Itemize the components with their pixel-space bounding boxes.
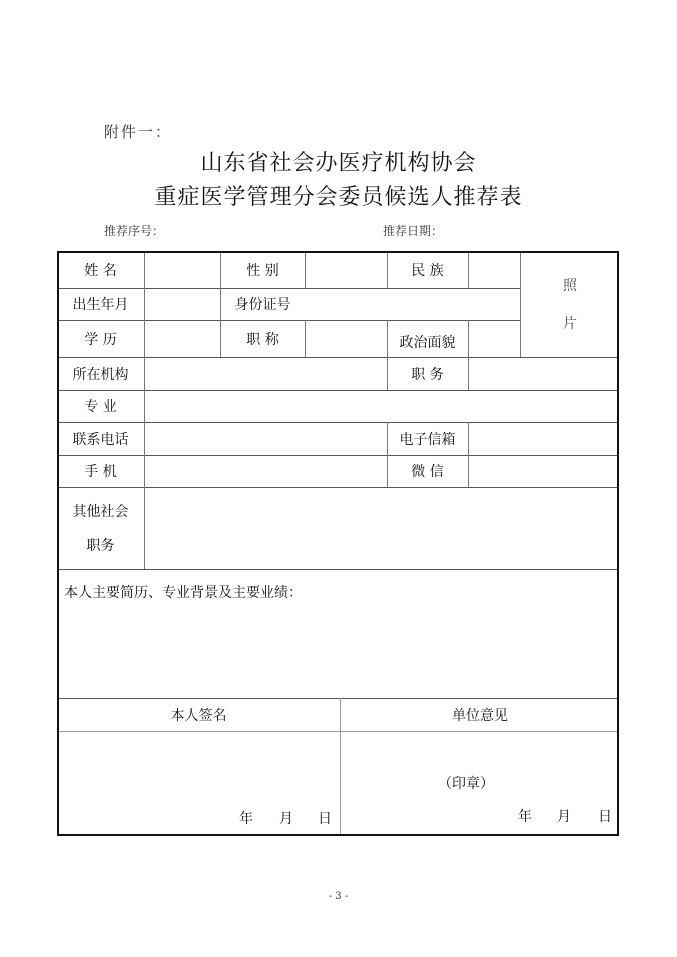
signature-header: 本人签名 [170,707,227,724]
specialty-label: 专 业 [84,399,117,415]
position-label: 职 务 [411,366,444,383]
wechat-label: 微 信 [411,464,444,480]
education-label: 学 历 [84,331,117,348]
title-line-2: 重症医学管理分会委员候选人推荐表 [154,185,523,210]
title-line-1: 山东省社会办医疗机构协会 [200,151,477,176]
other-roles-label-line-2: 职务 [86,538,115,554]
unit-date-year: 年 [518,809,532,825]
unit-opinion-header: 单位意见 [452,707,508,724]
photo-label-2: 片 [563,316,577,332]
other-roles-label-line-1: 其他社会 [72,504,129,520]
page-number: - 3 - [328,891,349,902]
unit-date-month: 月 [557,809,571,825]
unit-date-day: 日 [598,809,612,825]
ethnicity-label: 民 族 [411,262,444,279]
name-label: 姓 名 [84,262,117,279]
sign-date-month: 月 [279,811,293,827]
institution-label: 所在机构 [72,366,129,383]
mobile-label: 手 机 [84,464,117,480]
phone-label: 联系电话 [72,431,129,448]
serial-number-label: 推荐序号： [104,224,165,238]
email-label: 电子信箱 [399,431,456,448]
recommend-date-label: 推荐日期： [383,224,444,238]
resume-label: 本人主要简历、专业背景及主要业绩： [64,585,302,601]
political-status-label: 政治面貌 [399,334,456,351]
sign-date-day: 日 [318,811,332,827]
table-border [57,251,619,836]
seal-label: （印章） [438,776,494,792]
gender-label: 性 别 [246,262,279,279]
professional-title-label: 职 称 [246,331,279,348]
photo-label-1: 照 [563,278,577,294]
birth-label: 出生年月 [72,297,129,313]
id-number-label: 身份证号 [234,297,291,313]
sign-date-year: 年 [239,811,253,827]
attachment-label: 附件一： [104,123,173,141]
